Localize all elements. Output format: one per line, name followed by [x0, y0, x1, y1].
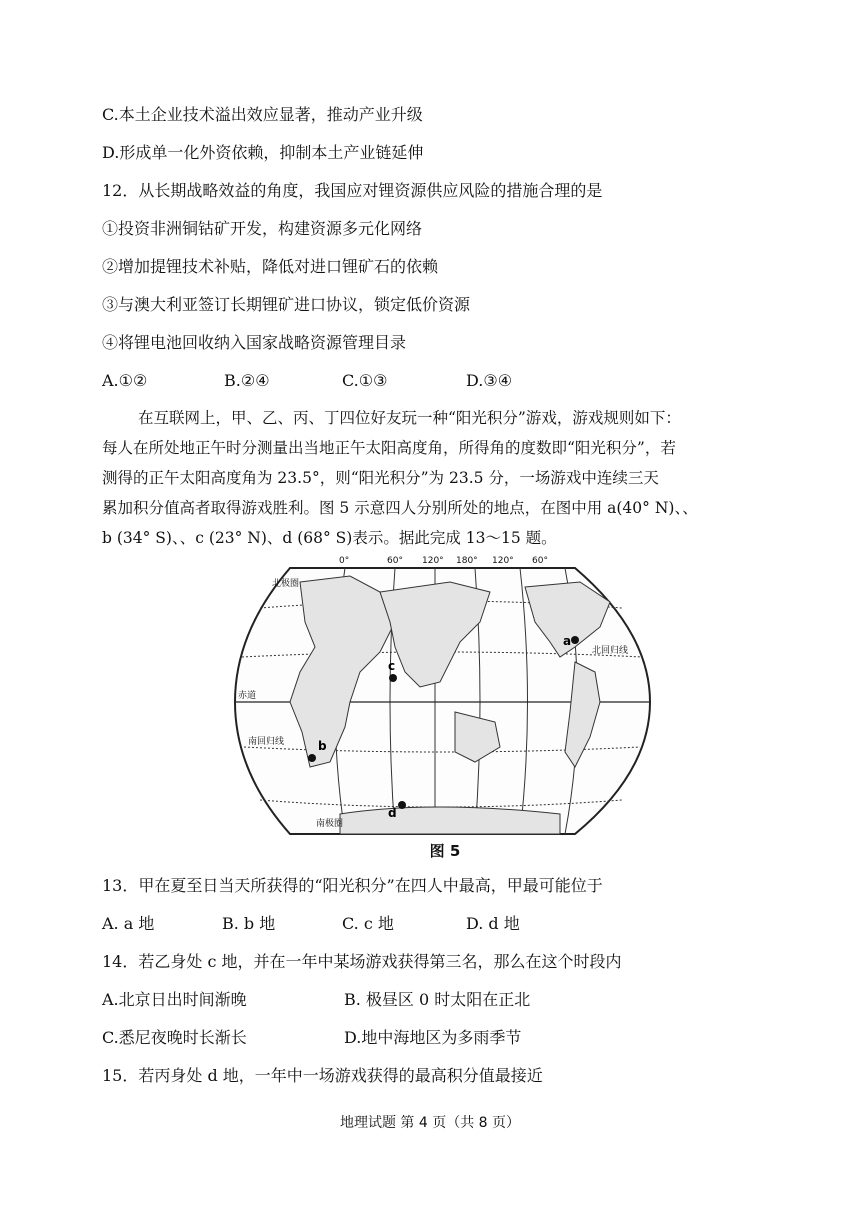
longitude-labels — [339, 556, 548, 566]
lon-label-60w: 60° — [532, 556, 548, 566]
material-line-2: 每人在所处地正午时分测量出当地正午太阳高度角，所得角的度数即“阳光积分”，若 — [102, 439, 676, 457]
q12-option-a: A.①② — [102, 371, 148, 390]
q12-options — [102, 371, 512, 391]
q13-option-b: B. b 地 — [222, 914, 276, 933]
antarctic-circle-label: 南极圈 — [316, 819, 344, 829]
point-b-label: b — [318, 739, 327, 753]
q14-option-c: C.悉尼夜晚时长渐长 — [102, 1028, 247, 1047]
q12-stem: 12．从长期战略效益的角度，我国应对锂资源供应风险的措施合理的是 — [102, 181, 603, 200]
q12-option-c: C.①③ — [342, 371, 388, 390]
point-d-marker — [398, 801, 406, 809]
q14-options-row-1 — [102, 990, 530, 1010]
q14-option-b: B. 极昼区 0 时太阳在正北 — [344, 990, 531, 1009]
point-a-marker — [571, 636, 579, 644]
q13-stem: 13．甲在夏至日当天所获得的“阳光积分”在四人中最高，甲最可能位于 — [102, 876, 603, 895]
material-line-4: 累加积分值高者取得游戏胜利。图 5 示意四人分别所处的地点，在图中用 a(40° N)、、 — [102, 499, 698, 517]
q12-option-d: D.③④ — [466, 371, 513, 390]
q14-options-row-2 — [102, 1028, 521, 1048]
q12-item-2: ②增加提锂技术补贴，降低对进口锂矿石的依赖 — [102, 257, 439, 276]
page-footer: 地理试题 第 4 页（共 8 页） — [339, 1115, 521, 1131]
q11-option-c: C.本土企业技术溢出效应显著，推动产业升级 — [102, 105, 423, 124]
q14-option-a: A.北京日出时间渐晚 — [102, 990, 247, 1009]
tropic-capricorn-label: 南回归线 — [248, 737, 285, 747]
q13-options — [102, 914, 520, 934]
q13-option-d: D. d 地 — [466, 914, 520, 933]
world-map-svg — [230, 552, 660, 842]
q15-stem: 15．若丙身处 d 地，一年中一场游戏获得的最高积分值最接近 — [102, 1066, 543, 1085]
figure-5-world-map — [230, 552, 660, 862]
tropic-cancer-label: 北回归线 — [592, 646, 629, 656]
point-b-marker — [308, 754, 316, 762]
q12-item-4: ④将锂电池回收纳入国家战略资源管理目录 — [102, 333, 407, 352]
q12-option-b: B.②④ — [224, 371, 270, 390]
arctic-circle-label: 北极圈 — [272, 579, 300, 589]
lon-label-180: 180° — [456, 556, 478, 566]
material-paragraph — [102, 403, 762, 553]
material-line-3: 测得的正午太阳高度角为 23.5°，则“阳光积分”为 23.5 分，一场游戏中连续三天 — [102, 469, 659, 487]
q11-option-d: D.形成单一化外资依赖，抑制本土产业链延伸 — [102, 143, 424, 162]
lon-label-120w: 120° — [492, 556, 514, 566]
q12-item-1: ①投资非洲铜钴矿开发，构建资源多元化网络 — [102, 219, 423, 238]
lon-label-60e: 60° — [387, 556, 403, 566]
figure-caption: 图 5 — [429, 842, 461, 860]
lon-label-120e: 120° — [422, 556, 444, 566]
point-a-label: a — [563, 634, 572, 648]
q14-option-d: D.地中海地区为多雨季节 — [344, 1028, 522, 1047]
q13-option-a: A. a 地 — [102, 914, 155, 933]
point-d-label: d — [388, 806, 397, 820]
lon-label-0: 0° — [339, 556, 350, 566]
q12-item-3: ③与澳大利亚签订长期锂矿进口协议，锁定低价资源 — [102, 295, 471, 314]
point-c-label: c — [388, 659, 396, 673]
q14-stem: 14．若乙身处 c 地，并在一年中某场游戏获得第三名，那么在这个时段内 — [102, 952, 622, 971]
material-line-1: 在互联网上，甲、乙、丙、丁四位好友玩一种“阳光积分”游戏，游戏规则如下： — [138, 409, 681, 427]
equator-label: 赤道 — [238, 691, 257, 701]
point-c-marker — [389, 674, 397, 682]
q13-option-c: C. c 地 — [342, 914, 394, 933]
material-line-5: b (34° S)、、c (23° N)、d (68° S)表示。据此完成 13～15 题。 — [102, 529, 557, 547]
